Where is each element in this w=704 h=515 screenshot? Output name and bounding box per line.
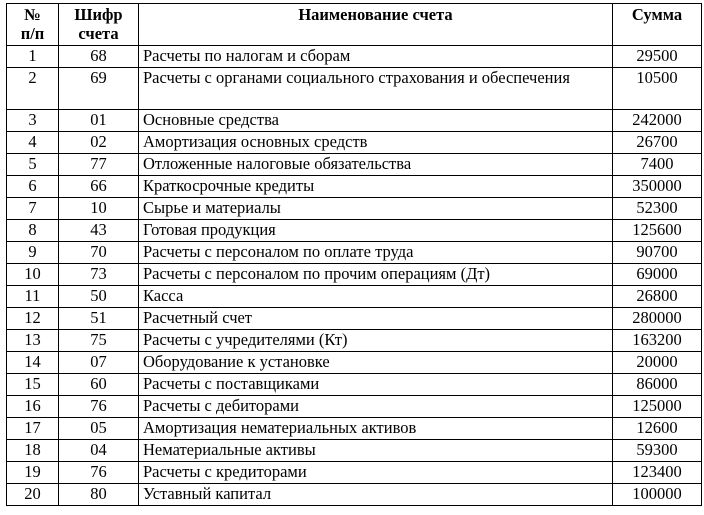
table-row — [7, 396, 702, 418]
table-row — [7, 176, 702, 198]
account-name: Расчеты по налогам и сборам — [139, 46, 613, 68]
row-number: 12 — [7, 308, 59, 330]
account-name: Готовая продукция — [139, 220, 613, 242]
account-code: 07 — [59, 352, 139, 374]
account-code: 51 — [59, 308, 139, 330]
table-row — [7, 418, 702, 440]
header-name: Наименование счета — [139, 4, 613, 46]
account-amount: 280000 — [613, 308, 702, 330]
account-amount: 86000 — [613, 374, 702, 396]
account-amount: 59300 — [613, 440, 702, 462]
row-number: 16 — [7, 396, 59, 418]
table-row — [7, 132, 702, 154]
account-amount: 20000 — [613, 352, 702, 374]
table-row — [7, 462, 702, 484]
account-code: 66 — [59, 176, 139, 198]
account-code: 77 — [59, 154, 139, 176]
account-name: Краткосрочные кредиты — [139, 176, 613, 198]
row-number: 7 — [7, 198, 59, 220]
account-code: 76 — [59, 396, 139, 418]
row-number: 10 — [7, 264, 59, 286]
account-amount: 242000 — [613, 110, 702, 132]
table-row — [7, 308, 702, 330]
header-num — [7, 4, 59, 46]
row-number: 15 — [7, 374, 59, 396]
account-amount: 26700 — [613, 132, 702, 154]
table-row — [7, 220, 702, 242]
header-code-line2: счета — [78, 24, 119, 43]
account-code: 50 — [59, 286, 139, 308]
account-name: Расчеты с поставщиками — [139, 374, 613, 396]
account-amount: 69000 — [613, 264, 702, 286]
account-amount: 10500 — [613, 68, 702, 110]
table-row — [7, 46, 702, 68]
header-num-line2: п/п — [20, 24, 45, 43]
row-number: 5 — [7, 154, 59, 176]
account-code: 10 — [59, 198, 139, 220]
account-code: 05 — [59, 418, 139, 440]
account-name: Сырье и материалы — [139, 198, 613, 220]
table-row — [7, 484, 702, 506]
account-name: Нематериальные активы — [139, 440, 613, 462]
header-row — [7, 4, 702, 46]
row-number: 17 — [7, 418, 59, 440]
account-amount: 90700 — [613, 242, 702, 264]
account-name: Оборудование к установке — [139, 352, 613, 374]
account-code: 04 — [59, 440, 139, 462]
account-code: 70 — [59, 242, 139, 264]
account-amount: 125600 — [613, 220, 702, 242]
account-name: Расчеты с персоналом по оплате труда — [139, 242, 613, 264]
account-code: 01 — [59, 110, 139, 132]
account-name: Расчетный счет — [139, 308, 613, 330]
row-number: 8 — [7, 220, 59, 242]
account-code: 76 — [59, 462, 139, 484]
row-number: 4 — [7, 132, 59, 154]
account-code: 80 — [59, 484, 139, 506]
table-row — [7, 110, 702, 132]
row-number: 9 — [7, 242, 59, 264]
account-name: Амортизация нематериальных активов — [139, 418, 613, 440]
account-code: 68 — [59, 46, 139, 68]
row-number: 14 — [7, 352, 59, 374]
table-body — [7, 46, 702, 506]
account-code: 73 — [59, 264, 139, 286]
account-name: Отложенные налоговые обязательства — [139, 154, 613, 176]
table-row — [7, 352, 702, 374]
account-name: Касса — [139, 286, 613, 308]
account-amount: 163200 — [613, 330, 702, 352]
table-row — [7, 264, 702, 286]
account-name: Основные средства — [139, 110, 613, 132]
header-code-line1: Шифр — [74, 5, 123, 24]
account-code: 43 — [59, 220, 139, 242]
row-number: 20 — [7, 484, 59, 506]
table-header — [7, 4, 702, 46]
row-number: 19 — [7, 462, 59, 484]
table-row — [7, 242, 702, 264]
account-amount: 350000 — [613, 176, 702, 198]
account-amount: 100000 — [613, 484, 702, 506]
table-row — [7, 374, 702, 396]
accounts-table — [6, 3, 702, 506]
row-number: 1 — [7, 46, 59, 68]
account-name: Уставный капитал — [139, 484, 613, 506]
table-row — [7, 154, 702, 176]
table-row — [7, 330, 702, 352]
account-name: Расчеты с персоналом по прочим операциям (Дт) — [139, 264, 613, 286]
table-row — [7, 68, 702, 110]
table-row — [7, 286, 702, 308]
account-amount: 26800 — [613, 286, 702, 308]
row-number: 2 — [7, 68, 59, 110]
account-amount: 125000 — [613, 396, 702, 418]
row-number: 3 — [7, 110, 59, 132]
row-number: 18 — [7, 440, 59, 462]
account-name: Расчеты с дебиторами — [139, 396, 613, 418]
account-name: Расчеты с кредиторами — [139, 462, 613, 484]
row-number: 11 — [7, 286, 59, 308]
account-code: 02 — [59, 132, 139, 154]
header-code — [59, 4, 139, 46]
account-code: 60 — [59, 374, 139, 396]
account-amount: 52300 — [613, 198, 702, 220]
account-name: Амортизация основных средств — [139, 132, 613, 154]
account-amount: 123400 — [613, 462, 702, 484]
account-name: Расчеты с учредителями (Кт) — [139, 330, 613, 352]
table-row — [7, 440, 702, 462]
account-name: Расчеты с органами социального страхования и обеспечения — [139, 68, 613, 110]
account-code: 69 — [59, 68, 139, 110]
account-amount: 7400 — [613, 154, 702, 176]
header-amount: Сумма — [613, 4, 702, 46]
account-code: 75 — [59, 330, 139, 352]
row-number: 13 — [7, 330, 59, 352]
account-amount: 29500 — [613, 46, 702, 68]
header-num-line1: № — [24, 5, 41, 24]
account-amount: 12600 — [613, 418, 702, 440]
table-row — [7, 198, 702, 220]
row-number: 6 — [7, 176, 59, 198]
